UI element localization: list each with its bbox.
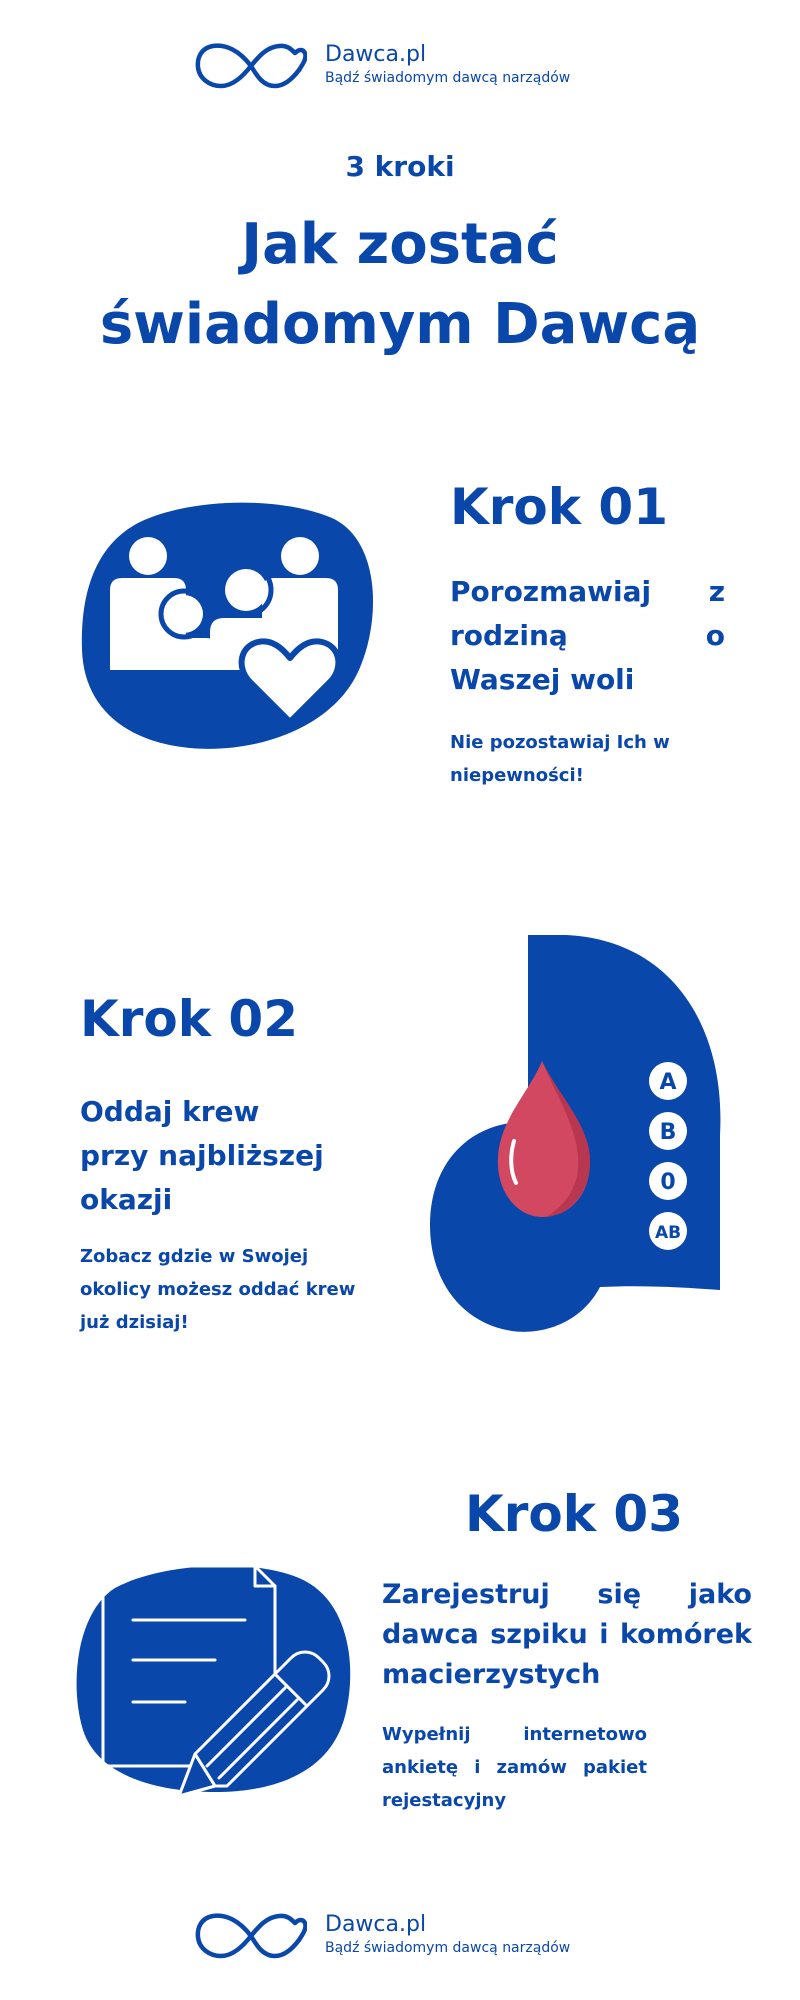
step-3-body-line-3: rejestacyjny	[382, 1790, 507, 1811]
step-1-body-line-2: niepewności!	[450, 765, 584, 786]
step-2-subtitle	[80, 1090, 380, 1222]
brand-header[interactable]	[195, 40, 615, 100]
brand-footer[interactable]	[195, 1910, 615, 1970]
step-3-body-line-1: Wypełnij internetowo	[382, 1724, 647, 1745]
infinity-heart-icon	[195, 1910, 307, 1962]
step-2-title: Krok 02	[80, 990, 298, 1048]
blood-type-b: B	[659, 1120, 677, 1145]
brand-tagline: Bądź świadomym dawcą narządów	[325, 1940, 571, 1956]
page-title-line-2: świadomym Dawcą	[99, 292, 701, 357]
blood-drop-icon	[430, 935, 730, 1335]
blood-type-a-badge	[649, 1062, 687, 1100]
step-2-body-line-3: już dzisiaj!	[80, 1312, 189, 1333]
blood-type-ab: AB	[654, 1223, 682, 1243]
step-2-body-line-2: okolicy możesz oddać krew	[80, 1279, 356, 1300]
step-1-subtitle-line-2: rodziną o	[450, 619, 725, 652]
blood-type-b-badge	[649, 1112, 687, 1150]
blood-type-a: A	[659, 1070, 677, 1095]
step-2-body	[80, 1240, 380, 1339]
step-3-title: Krok 03	[465, 1485, 683, 1543]
step-2-subtitle-line-2: przy najbliższej	[80, 1139, 324, 1172]
blood-type-0-badge	[649, 1162, 687, 1200]
blood-type-0: 0	[660, 1170, 676, 1195]
step-3-subtitle-line-1: Zarejestruj się jako	[382, 1579, 752, 1610]
step-1-title: Krok 01	[450, 478, 668, 536]
step-3-subtitle-line-2: dawca szpiku i komórek	[382, 1619, 752, 1650]
step-1-subtitle	[450, 570, 725, 702]
step-1-body-line-1: Nie pozostawiaj Ich w	[450, 732, 670, 753]
document-pencil-icon	[75, 1560, 355, 1800]
infinity-heart-icon	[195, 40, 307, 92]
step-1-subtitle-line-3: Waszej woli	[450, 663, 635, 696]
step-2-body-line-1: Zobacz gdzie w Swojej	[80, 1246, 309, 1267]
step-1-body	[450, 726, 710, 792]
page-title-line-1: Jak zostać	[241, 212, 559, 277]
step-3-body	[382, 1718, 647, 1817]
brand-name: Dawca.pl	[325, 42, 427, 67]
blood-type-ab-badge	[649, 1212, 687, 1250]
step-3-subtitle	[382, 1575, 752, 1695]
step-3-body-line-2: ankietę i zamów pakiet	[382, 1757, 647, 1778]
family-heart-icon	[80, 500, 380, 760]
eyebrow-text: 3 kroki	[345, 150, 455, 183]
brand-tagline: Bądź świadomym dawcą narządów	[325, 70, 571, 86]
page-title	[0, 205, 800, 365]
step-2-subtitle-line-3: okazji	[80, 1183, 173, 1216]
brand-name: Dawca.pl	[325, 1912, 427, 1937]
step-1-subtitle-line-1: Porozmawiaj z	[450, 575, 725, 608]
step-2-subtitle-line-1: Oddaj krew	[80, 1095, 260, 1128]
step-3-subtitle-line-3: macierzystych	[382, 1659, 601, 1690]
